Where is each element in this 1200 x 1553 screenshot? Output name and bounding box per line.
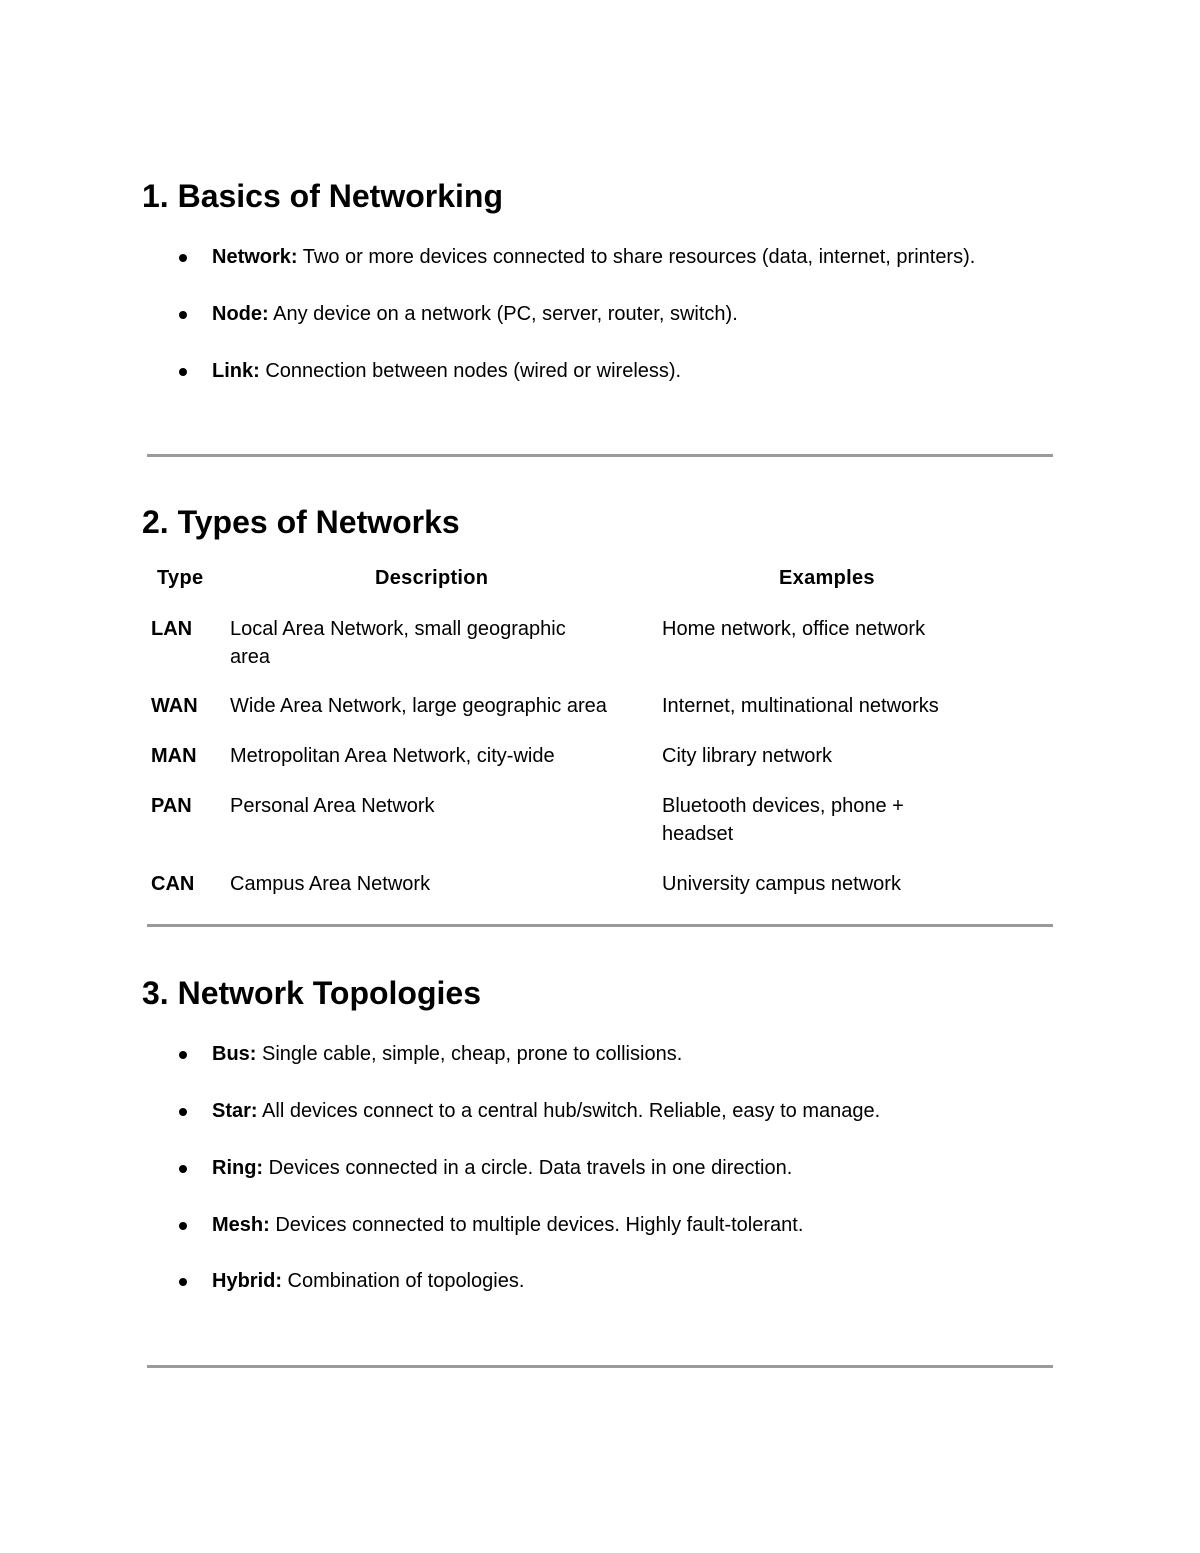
list-item — [212, 1212, 803, 1238]
term: Link: — [212, 360, 260, 382]
list-item — [212, 244, 975, 270]
list-item — [212, 1041, 682, 1067]
term: Network: — [212, 246, 298, 268]
cell-description: Personal Area Network — [230, 795, 435, 817]
definition: Connection between nodes (wired or wireless). — [259, 360, 682, 382]
section-divider — [147, 924, 1053, 927]
term: Node: — [212, 303, 269, 325]
list-item — [212, 1155, 792, 1181]
cell-examples: University campus network — [662, 873, 901, 895]
bullet-icon — [179, 254, 187, 262]
column-header-examples: Examples — [779, 567, 875, 589]
cell-type: LAN — [151, 618, 193, 640]
definition: All devices connect to a central hub/switch. Reliable, easy to manage. — [257, 1100, 881, 1122]
section-3-title: 3. Network Topologies — [142, 975, 481, 1011]
cell-examples: Home network, office network — [662, 618, 926, 640]
list-item — [212, 358, 681, 384]
cell-description: Wide Area Network, large geographic area — [230, 695, 607, 717]
bullet-icon — [179, 1278, 187, 1286]
list-item — [212, 1268, 524, 1294]
term: Mesh: — [212, 1214, 270, 1236]
section-2-title: 2. Types of Networks — [142, 504, 460, 540]
bullet-icon — [179, 1108, 187, 1116]
bullet-icon — [179, 368, 187, 376]
cell-type: CAN — [151, 873, 195, 895]
definition: Combination of topologies. — [282, 1270, 525, 1292]
bullet-icon — [179, 1165, 187, 1173]
section-1-title: 1. Basics of Networking — [142, 178, 503, 214]
definition: Devices connected to multiple devices. Highly fault-tolerant. — [269, 1214, 804, 1236]
definition: Any device on a network (PC, server, router, switch). — [268, 303, 738, 325]
bullet-icon — [179, 1222, 187, 1230]
cell-type: WAN — [151, 695, 198, 717]
bullet-icon — [179, 311, 187, 319]
term: Star: — [212, 1100, 258, 1122]
section-divider — [147, 1365, 1053, 1368]
cell-examples: Bluetooth devices, phone + headset — [662, 795, 904, 845]
list-item — [212, 1098, 880, 1124]
term: Bus: — [212, 1043, 257, 1065]
section-divider — [147, 454, 1053, 457]
cell-examples: City library network — [662, 745, 833, 767]
column-header-type: Type — [157, 567, 204, 589]
definition: Two or more devices connected to share resources (data, internet, printers). — [297, 246, 976, 268]
cell-type: PAN — [151, 795, 192, 817]
bullet-icon — [179, 1051, 187, 1059]
cell-examples: Internet, multinational networks — [662, 695, 939, 717]
column-header-description: Description — [375, 567, 489, 589]
cell-type: MAN — [151, 745, 197, 767]
cell-description: Metropolitan Area Network, city-wide — [230, 745, 555, 767]
cell-description: Campus Area Network — [230, 873, 431, 895]
term: Hybrid: — [212, 1270, 282, 1292]
list-item — [212, 301, 738, 327]
term: Ring: — [212, 1157, 264, 1179]
cell-description: Local Area Network, small geographic area — [230, 618, 566, 668]
definition: Devices connected in a circle. Data travels in one direction. — [263, 1157, 793, 1179]
definition: Single cable, simple, cheap, prone to collisions. — [256, 1043, 683, 1065]
